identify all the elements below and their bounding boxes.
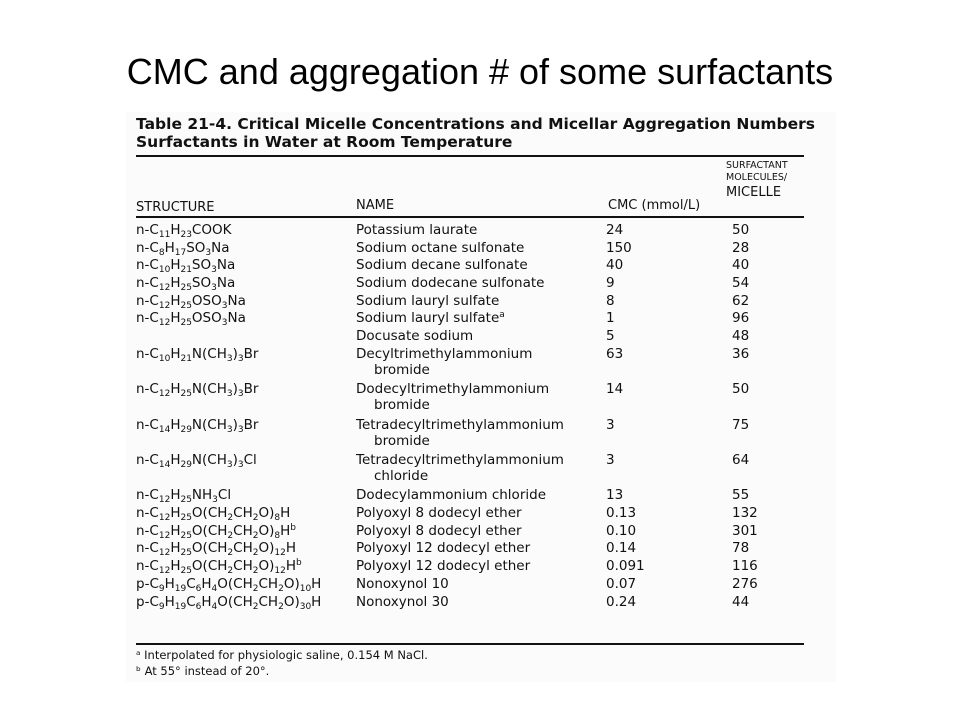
cell-aggregation: 36 <box>732 345 750 362</box>
cell-name: Sodium dodecane sulfonate <box>356 275 545 292</box>
cell-aggregation: 78 <box>732 540 750 557</box>
header-agg-line2: MOLECULES/ <box>726 172 788 183</box>
cell-name: Polyoxyl 12 dodecyl ether <box>356 540 531 557</box>
cell-cmc: 0.091 <box>606 558 645 575</box>
cell-name: Decyltrimethylammonium bromide <box>356 346 606 378</box>
cell-name: Potassium laurate <box>356 222 478 238</box>
cell-name: Nonoxynol 10 <box>356 575 449 592</box>
table-row <box>126 487 836 505</box>
cell-name: Dodecylammonium chloride <box>356 487 546 504</box>
header-name: NAME <box>356 198 395 213</box>
cell-aggregation: 96 <box>732 310 750 327</box>
cell-name: Sodium lauryl sulfate <box>356 292 500 309</box>
cell-structure: $n-C_8H_{17}SO_3Na$ <box>136 239 230 258</box>
cell-cmc: 1 <box>606 310 615 327</box>
cell-aggregation: 64 <box>732 451 750 468</box>
table-row <box>126 381 836 416</box>
header-aggregation <box>726 160 788 201</box>
cell-name: Sodium lauryl sulfate$^a$ <box>356 310 505 327</box>
table-row <box>126 328 836 346</box>
table-row <box>126 540 836 558</box>
cell-cmc: 0.24 <box>606 593 637 610</box>
cell-structure: $n-C_{12}H_{25}SO_3Na$ <box>136 275 236 294</box>
top-rule <box>136 155 804 157</box>
cell-aggregation: 75 <box>732 416 750 433</box>
cell-aggregation: 50 <box>732 222 750 238</box>
cell-name: Tetradecyltrimethylammonium chloride <box>356 452 606 484</box>
table-row <box>126 558 836 576</box>
header-cmc: CMC (mmol/L) <box>608 198 701 213</box>
cell-cmc: 9 <box>606 275 615 292</box>
table-row <box>126 346 836 381</box>
cell-aggregation: 276 <box>732 575 758 592</box>
cell-structure: $n-C_{10}H_{21}N(CH_3)_3Br$ <box>136 345 259 364</box>
cell-structure: $n-C_{12}H_{25}N(CH_3)_3Br$ <box>136 381 259 400</box>
cell-name: Polyoxyl 12 dodecyl ether <box>356 558 531 575</box>
header-rule <box>136 216 804 218</box>
cell-structure: $n-C_{12}H_{25}O(CH_2CH_2O)_8H^b$ <box>136 522 296 541</box>
cell-structure: $n-C_{12}H_{25}O(CH_2CH_2O)_8H$ <box>136 505 291 524</box>
cell-name: Docusate sodium <box>356 328 474 345</box>
table-row <box>126 417 836 452</box>
cell-structure: $n-C_{12}H_{25}O(CH_2CH_2O)_{12}H$ <box>136 540 296 559</box>
cell-cmc: 0.14 <box>606 540 637 557</box>
cell-cmc: 40 <box>606 257 624 274</box>
cell-cmc: 13 <box>606 487 624 504</box>
table-row <box>126 452 836 487</box>
cell-name: Nonoxynol 30 <box>356 593 449 610</box>
cell-cmc: 0.10 <box>606 522 637 539</box>
cell-name: Sodium octane sulfonate <box>356 239 525 256</box>
cell-aggregation: 44 <box>732 593 750 610</box>
cell-name: Dodecyltrimethylammonium bromide <box>356 381 606 413</box>
cell-cmc: 8 <box>606 292 615 309</box>
cell-name-continued: bromide <box>374 432 430 449</box>
cell-cmc: 3 <box>606 451 615 468</box>
cell-cmc: 3 <box>606 416 615 433</box>
footnote-b: ᵇ At 55° instead of 20°. <box>136 664 270 678</box>
cell-structure: $n-C_{14}H_{29}N(CH_3)_3Br$ <box>136 416 259 435</box>
table-row <box>126 505 836 523</box>
cell-cmc: 63 <box>606 345 624 362</box>
cell-name-continued: bromide <box>374 361 430 378</box>
bottom-rule <box>136 643 804 645</box>
table-row <box>126 576 836 594</box>
cell-structure: $n-C_{14}H_{29}N(CH_3)_3Cl$ <box>136 451 257 470</box>
table-row <box>126 240 836 258</box>
table-row <box>126 594 836 612</box>
cell-aggregation: 132 <box>732 505 758 522</box>
cell-name-continued: bromide <box>374 397 430 414</box>
cell-aggregation: 62 <box>732 292 750 309</box>
cell-name: Tetradecyltrimethylammonium bromide <box>356 417 606 449</box>
cell-structure: $n-C_{12}H_{25}O(CH_2CH_2O)_{12}H^b$ <box>136 558 302 577</box>
cell-name-continued: chloride <box>374 467 429 484</box>
cell-aggregation: 301 <box>732 522 758 539</box>
cell-structure: $n-C_{12}H_{25}OSO_3Na$ <box>136 292 246 311</box>
header-agg-line1: SURFACTANT <box>726 160 788 171</box>
cell-cmc: 5 <box>606 328 615 345</box>
cell-name: Polyoxyl 8 dodecyl ether <box>356 522 522 539</box>
cell-aggregation: 28 <box>732 239 750 256</box>
cell-structure: $p-C_9H_{19}C_6H_4O(CH_2CH_2O)_{10}H$ <box>136 575 322 594</box>
cell-aggregation: 50 <box>732 381 750 398</box>
cell-structure: $n-C_{12}H_{25}NH_3Cl$ <box>136 487 232 506</box>
footnotes <box>136 647 428 679</box>
table-row <box>126 257 836 275</box>
table-caption-line1: Table 21-4. Critical Micelle Concentrations and Micellar Aggregation Numbers <box>136 115 816 133</box>
cell-cmc: 14 <box>606 381 624 398</box>
cell-name: Polyoxyl 8 dodecyl ether <box>356 505 522 522</box>
cell-structure: $p-C_9H_{19}C_6H_4O(CH_2CH_2O)_{30}H$ <box>136 593 322 612</box>
table-row <box>126 310 836 328</box>
slide-title: CMC and aggregation # of some surfactants <box>126 51 834 92</box>
cell-structure: $n-C_{10}H_{21}SO_3Na$ <box>136 257 236 276</box>
cell-aggregation: 40 <box>732 257 750 274</box>
cell-cmc: 24 <box>606 222 624 238</box>
cell-cmc: 0.13 <box>606 505 637 522</box>
table-row <box>126 275 836 293</box>
table-row <box>126 523 836 541</box>
header-agg-line3: MICELLE <box>726 185 782 200</box>
table-caption-line2: Surfactants in Water at Room Temperature <box>136 133 513 151</box>
cell-aggregation: 48 <box>732 328 750 345</box>
cell-aggregation: 55 <box>732 487 750 504</box>
cell-structure: $n-C_{12}H_{25}OSO_3Na$ <box>136 310 246 329</box>
table-caption <box>136 115 836 151</box>
header-structure: STRUCTURE <box>136 200 215 215</box>
cell-cmc: 150 <box>606 239 632 256</box>
table-body <box>126 222 836 611</box>
table-row <box>126 222 836 240</box>
table-scan <box>126 112 836 682</box>
cell-name: Sodium decane sulfonate <box>356 257 528 274</box>
cell-aggregation: 116 <box>732 558 758 575</box>
footnote-a: ᵃ Interpolated for physiologic saline, 0.154 M NaCl. <box>136 648 428 662</box>
cell-cmc: 0.07 <box>606 575 637 592</box>
table-row <box>126 293 836 311</box>
cell-structure: $n-C_{11}H_{23}COOK$ <box>136 222 232 240</box>
cell-aggregation: 54 <box>732 275 750 292</box>
